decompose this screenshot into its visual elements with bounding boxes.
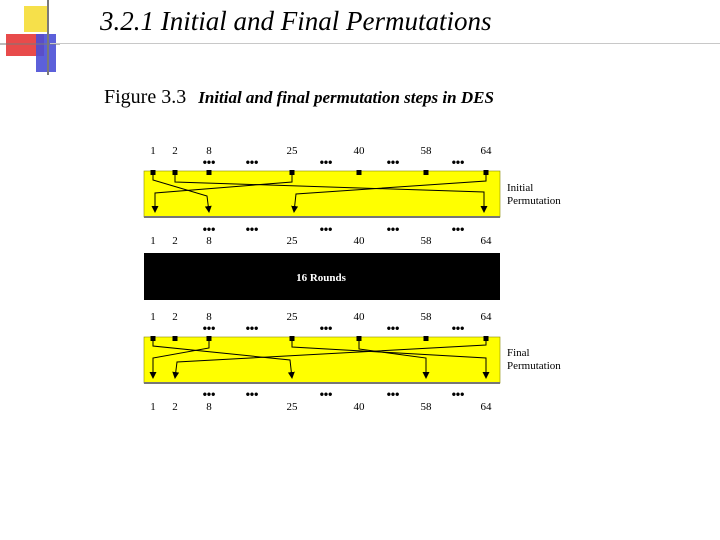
fp-top-bit-2: 2 bbox=[172, 311, 178, 323]
fp-bottom-bit-1: 1 bbox=[150, 401, 156, 413]
ip-top-bit-8: 8 bbox=[206, 145, 212, 157]
fp-bottom-ellipsis-0: ••• bbox=[202, 387, 216, 401]
figure-description: Initial and final permutation steps in DES bbox=[198, 88, 494, 107]
initial-permutation-label-1: Permutation bbox=[507, 195, 561, 207]
final-permutation-box bbox=[144, 337, 500, 383]
ip-bottom-bit-58: 58 bbox=[420, 235, 432, 247]
ip-top-bit-40: 40 bbox=[353, 145, 365, 157]
ip-in-terminal-40 bbox=[357, 170, 362, 175]
ip-bottom-ellipsis-1: ••• bbox=[245, 222, 259, 236]
ip-top-bit-1: 1 bbox=[150, 145, 156, 157]
ip-bottom-bit-1: 1 bbox=[150, 235, 156, 247]
fp-bottom-ellipsis-4: ••• bbox=[451, 387, 465, 401]
fp-top-ellipsis-0: ••• bbox=[202, 321, 216, 335]
final-permutation-label-1: Permutation bbox=[507, 360, 561, 372]
ip-top-bit-64: 64 bbox=[480, 145, 492, 157]
fp-top-bit-40: 40 bbox=[353, 311, 365, 323]
ip-top-ellipsis-4: ••• bbox=[451, 155, 465, 169]
ip-bottom-bit-2: 2 bbox=[172, 235, 178, 247]
fp-bottom-ellipsis-2: ••• bbox=[319, 387, 333, 401]
final-permutation-label-0: Final bbox=[507, 347, 530, 359]
rounds-label: 16 Rounds bbox=[296, 272, 346, 284]
fp-in-terminal-58 bbox=[424, 336, 429, 341]
fp-bottom-bit-25: 25 bbox=[286, 401, 298, 413]
fp-bottom-bit-58: 58 bbox=[420, 401, 432, 413]
ip-top-ellipsis-0: ••• bbox=[202, 155, 216, 169]
ip-bottom-bit-8: 8 bbox=[206, 235, 212, 247]
fp-top-ellipsis-2: ••• bbox=[319, 321, 333, 335]
figure-number: Figure 3.3 bbox=[104, 86, 187, 108]
fp-top-bit-25: 25 bbox=[286, 311, 298, 323]
fp-top-bit-1: 1 bbox=[150, 311, 156, 323]
ip-bottom-ellipsis-0: ••• bbox=[202, 222, 216, 236]
fp-bottom-bit-64: 64 bbox=[480, 401, 492, 413]
initial-permutation-label-0: Initial bbox=[507, 182, 534, 194]
ip-top-ellipsis-1: ••• bbox=[245, 155, 259, 169]
ip-in-terminal-8 bbox=[207, 170, 212, 175]
fp-top-ellipsis-1: ••• bbox=[245, 321, 259, 335]
ip-top-ellipsis-3: ••• bbox=[386, 155, 400, 169]
ip-bottom-ellipsis-3: ••• bbox=[386, 222, 400, 236]
ip-top-bit-25: 25 bbox=[286, 145, 298, 157]
ip-bottom-ellipsis-2: ••• bbox=[319, 222, 333, 236]
ip-top-bit-58: 58 bbox=[420, 145, 432, 157]
ip-bottom-bit-40: 40 bbox=[353, 235, 365, 247]
ip-bottom-bit-25: 25 bbox=[286, 235, 298, 247]
fp-bottom-ellipsis-1: ••• bbox=[245, 387, 259, 401]
fp-bottom-bit-40: 40 bbox=[353, 401, 365, 413]
fp-in-terminal-2 bbox=[173, 336, 178, 341]
fp-bottom-ellipsis-3: ••• bbox=[386, 387, 400, 401]
ip-bottom-bit-64: 64 bbox=[480, 235, 492, 247]
fp-top-bit-58: 58 bbox=[420, 311, 432, 323]
fp-bottom-bit-8: 8 bbox=[206, 401, 212, 413]
ip-bottom-ellipsis-4: ••• bbox=[451, 222, 465, 236]
slide-title: 3.2.1 Initial and Final Permutations bbox=[100, 6, 492, 36]
ip-top-bit-2: 2 bbox=[172, 145, 178, 157]
fp-top-ellipsis-4: ••• bbox=[451, 321, 465, 335]
fp-bottom-bit-2: 2 bbox=[172, 401, 178, 413]
fp-top-ellipsis-3: ••• bbox=[386, 321, 400, 335]
ip-in-terminal-58 bbox=[424, 170, 429, 175]
initial-permutation-box bbox=[144, 171, 500, 217]
fp-top-bit-8: 8 bbox=[206, 311, 212, 323]
ip-top-ellipsis-2: ••• bbox=[319, 155, 333, 169]
fp-top-bit-64: 64 bbox=[480, 311, 492, 323]
